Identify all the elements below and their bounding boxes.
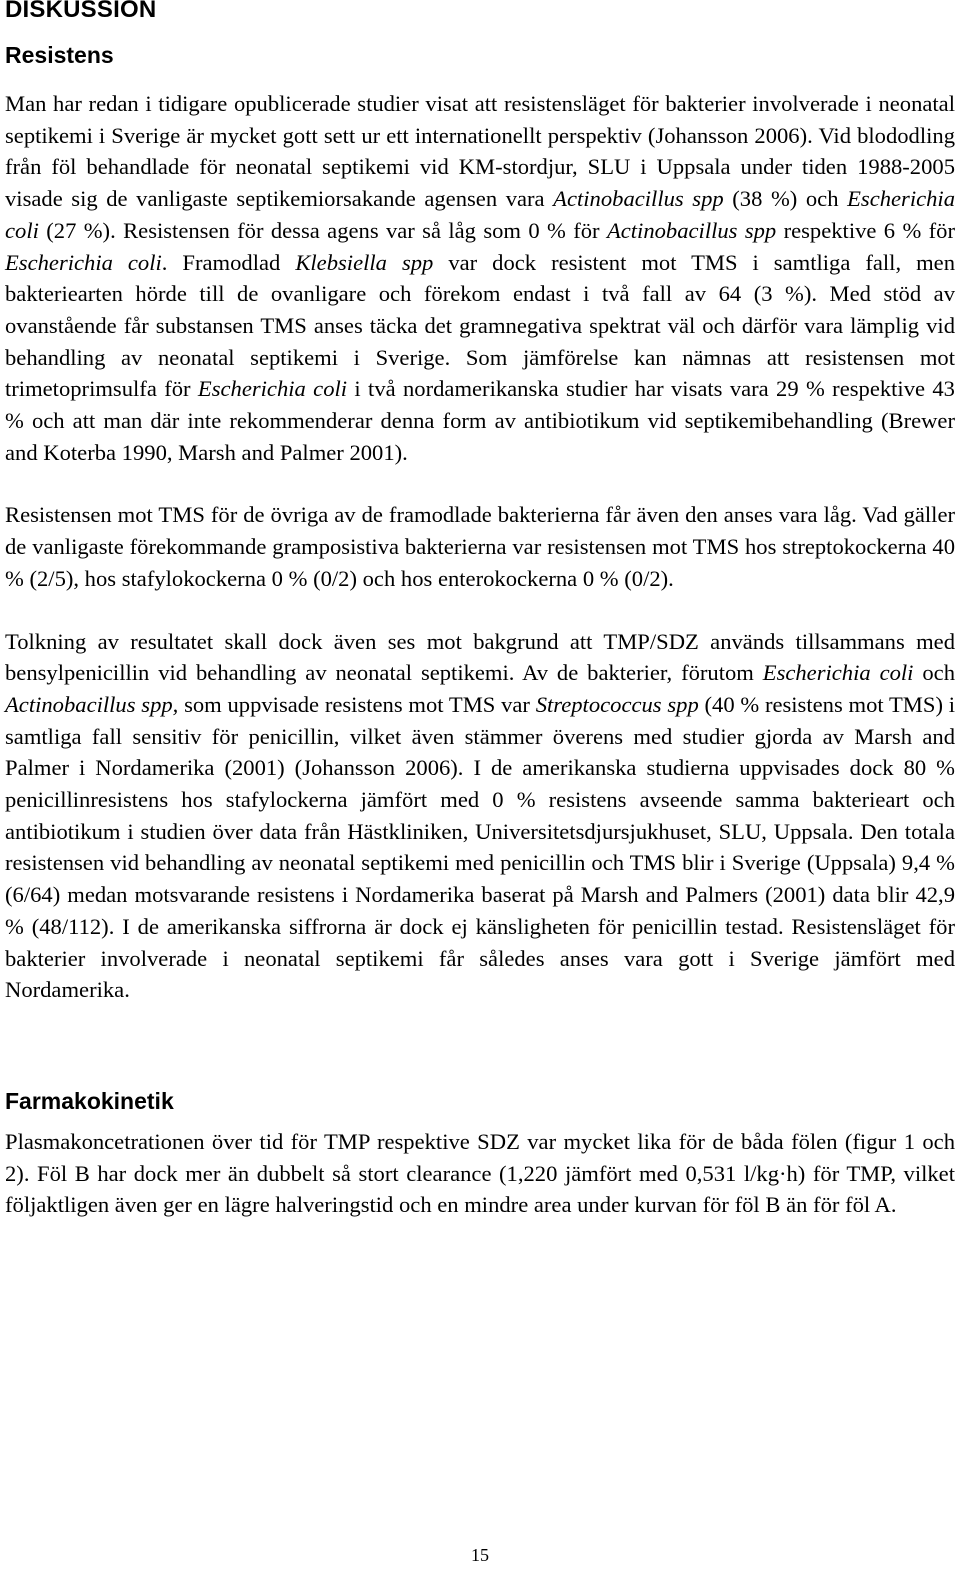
species-name: Actinobacillus spp [606, 217, 777, 243]
paragraph-resistens-1: Man har redan i tidigare opublicerade studier visat att resistensläget för bakterier involverade i neonatal septikemi i Sverige är mycket gott sett ur ett internationellt perspektiv (Johansson 2006). Vid blododling från föl behandlade för neonatal septikemi vid KM-stordjur, SLU i Uppsala under tiden 1988-2005 visade sig de vanligaste septikemiorsakande agensen vara Actinobacillus spp (38 %) och Escherichia coli (27 %). Resistensen för dessa agens var så låg som 0 % för Actinobacillus spp respektive 6 % för Escherichia coli. Framodlad Klebsiella spp var dock resistent mot TMS i samtliga fall, men bakteriearten hörde till de ovanligare och förekom endast i två fall av 64 (3 %). Med stöd av ovanstående får substansen TMS anses täcka det gramnegativa spektrat väl och därför vara lämplig vid behandling av neonatal septikemi i Sverige. Som jämförelse kan nämnas att resistensen mot trimetoprimsulfa för Escherichia coli i två nordamerikanska studier har visats vara 29 % respektive 43 % och att man där inte rekommenderar denna form av antibiotikum vid septikemibehandling (Brewer and Koterba 1990, Marsh and Palmer 2001). [5, 91, 956, 465]
species-name: Klebsiella spp [295, 249, 434, 275]
species-name: Actinobacillus spp [553, 186, 724, 212]
species-name: Actinobacillus spp, [5, 691, 179, 717]
species-name: Escherichia coli [5, 249, 162, 275]
species-name: Escherichia coli [762, 660, 914, 686]
paragraph-resistens-2: Resistensen mot TMS för de övriga av de framodlade bakterierna får även den anses vara låg. Vad gäller de vanligaste förekommande gramposistiva bakterierna var resistensen mot TMS hos streptokockerna 40 % (2/5), hos stafylokockerna 0 % (0/2) och hos enterokockerna 0 % (0/2). [5, 502, 955, 591]
section-title: DISKUSSION [5, 0, 157, 23]
page-number: 15 [471, 1545, 489, 1565]
paragraph-farmakokinetik-1: Plasmakoncetrationen över tid för TMP respektive SDZ var mycket lika för de båda fölen (figur 1 och 2). Föl B har dock mer än dubbelt så stort clearance (1,220 jämfört med 0,531 l/kg·h) för TMP, vilket följaktligen även ger en lägre halveringstid och en mindre area under kurvan för föl B än för föl A. [5, 1128, 955, 1218]
document-page [5, 0, 955, 1221]
paragraph-resistens-3: Tolkning av resultatet skall dock även ses mot bakgrund att TMP/SDZ används tillsammans med bensylpenicillin vid behandling av neonatal septikemi. Av de bakterier, förutom Escherichia coli och Actinobacillus spp, som uppvisade resistens mot TMS var Streptococcus spp (40 % resistens mot TMS) i samtliga fall sensitiv för penicillin, vilket även stämmer överens med studier gjorda av Marsh and Palmer i Nordamerika (2001) (Johansson 2006). I de amerikanska studierna uppvisades dock 80 % penicillinresistens hos stafylockerna jämfört med 0 % resistens avseende samma bakterieart och antibiotikum i studien över data från Hästkliniken, Universitetsdjursjukhuset, SLU, Uppsala. Den totala resistensen vid behandling av neonatal septikemi med penicillin och TMS blir i Sverige (Uppsala) 9,4 % (6/64) medan motsvarande resistens i Nordamerika baserat på Marsh and Palmers (2001) data blir 42,9 % (48/112). I de amerikanska siffrorna är dock ej känsligheten för penicillin testad. Resistensläget för bakterier involverade i neonatal septikemi får således anses vara gott i Sverige jämfört med Nordamerika. [5, 628, 955, 1003]
species-name: Streptococcus spp [535, 691, 699, 717]
species-name: Escherichia coli [197, 376, 348, 402]
subsection-title-farmakokinetik: Farmakokinetik [5, 1087, 174, 1114]
subsection-title-resistens: Resistens [5, 42, 114, 68]
species-name: Escherichia coli [5, 186, 956, 243]
